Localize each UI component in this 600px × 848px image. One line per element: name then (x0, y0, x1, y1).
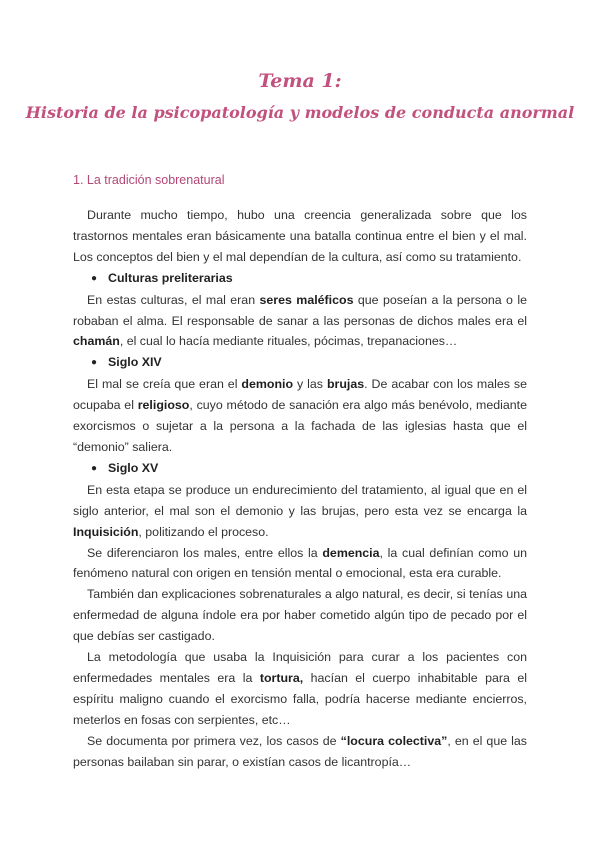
text-run: , cuyo método de sanación era algo más benévolo, mediante exorcismos o sujetar a la persona a la fachada de las iglesias hasta que el “demonio” saliera. (73, 398, 527, 454)
bullet-icon: ● (91, 462, 98, 474)
text-run: y las (293, 377, 327, 392)
paragraph-2 (73, 290, 527, 353)
text-run: Se diferenciaron los males, entre ellos la (87, 545, 323, 560)
paragraph-8 (73, 731, 527, 773)
text-run: hacían el cuerpo inhabitable para el espíritu maligno cuando el exorcismo falla, podría hacerse mediante encierros, meterlos en fosas con serpientes, etc… (73, 670, 527, 727)
bullet-icon: ● (91, 357, 98, 369)
bullet-label: Culturas preliterarias (108, 270, 233, 285)
paragraph-6: También dan explicaciones sobrenaturales a algo natural, es decir, si tenías una enfermedad de alguna índole era por haber cometido algún tipo de pecado por el que debías ser castigado. (73, 587, 527, 644)
text-run: La metodología que usaba la Inquisición para curar a los pacientes con enfermedades mentales era la (73, 650, 527, 685)
bold-term: chamán (73, 334, 120, 349)
bold-term: Inquisición (73, 524, 139, 539)
bold-term: religioso (137, 398, 190, 413)
text-run: , el cual lo hacía mediante rituales, pócimas, trepanaciones… (119, 334, 458, 349)
text-run: , politizando el proceso. (138, 524, 269, 539)
bullet-label: Siglo XV (108, 460, 159, 475)
text-run: , la cual definían como un fenómeno natural con origen en tensión mental o emocional, esta era curable. (73, 545, 527, 581)
paragraph-4 (73, 480, 527, 543)
bold-term: seres maléficos (259, 292, 354, 307)
bullet-item (73, 352, 527, 374)
text-run: . De acabar con los males se ocupaba el (73, 377, 527, 413)
bullet-label: Siglo XIV (108, 355, 162, 370)
text-run: Se documenta por primera vez, los casos de (87, 733, 341, 748)
bullet-icon: ● (91, 272, 98, 284)
text-run: que poseían a la persona o le robaban el alma. El responsable de sanar a las personas de dichos males era el (73, 292, 527, 328)
text-run: El mal se creía que eran el (87, 377, 242, 392)
text-run: , en el que las personas bailaban sin parar, o existían casos de licantropía… (73, 733, 528, 769)
bold-term: brujas (326, 377, 365, 392)
text-run: En estas culturas, el mal eran (87, 292, 260, 307)
section-heading: 1. La tradición sobrenatural (73, 173, 225, 187)
bullet-item (73, 458, 527, 480)
document-subtitle: Historia de la psicopatología y modelos de conducta anormal (25, 103, 575, 122)
bold-term: “locura colectiva” (340, 733, 448, 748)
bold-term: demonio (241, 377, 294, 392)
section-body (73, 205, 527, 772)
paragraph-1: Durante mucho tiempo, hubo una creencia generalizada sobre que los trastornos mentales eran básicamente una batalla continua entre el bien y el mal. Los conceptos del bien y el mal dependían de la cultura, así como su tratamiento. (73, 208, 527, 264)
text-run: En esta etapa se produce un endurecimiento del tratamiento, al igual que en el siglo anterior, el mal son el demonio y las brujas, pero esta vez se encarga la (73, 482, 527, 518)
bullet-item (73, 268, 527, 290)
paragraph-7 (73, 647, 527, 731)
bold-term: demencia (322, 545, 380, 560)
bold-term: tortura, (259, 670, 304, 685)
paragraph-3 (73, 374, 527, 458)
paragraph-5 (73, 543, 527, 585)
document-title: Tema 1: (258, 70, 342, 92)
